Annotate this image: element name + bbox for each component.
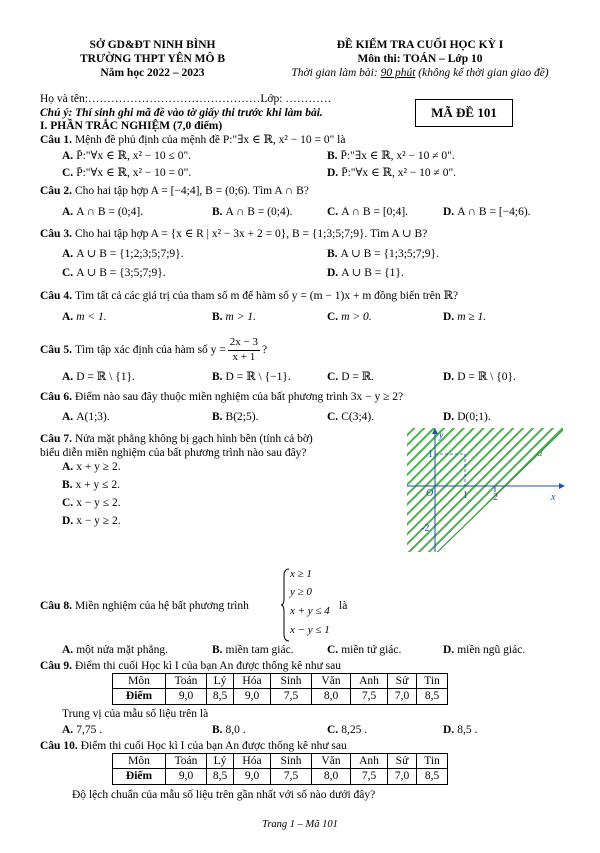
q5-option-a: A. D = ℝ \ {1}. [62,371,135,383]
exam-duration: Thời gian làm bài: 90 phút (không kể thời gian giao đề) [291,67,549,79]
q5-option-d: D. D = ℝ \ {0}. [443,371,516,383]
q4-option-c: C. m > 0. [327,311,372,323]
q8-option-a: A. một nửa mặt phẳng. [62,644,169,656]
table-cell: Hóa [234,674,271,689]
question-8: Câu 8. Miền nghiệm của hệ bất phương trình [40,600,249,612]
table-cell: Sinh [271,754,312,769]
score-table-q10 [112,753,448,785]
q5-option-b: B. D = ℝ \ {−1}. [212,371,291,383]
q8-option-b: B. miền tam giác. [212,644,294,656]
table-row-scores [113,689,448,704]
table-cell: 9,0 [166,689,207,704]
q3-option-d: D. A ∪ B = {1}. [327,267,404,279]
table-cell: 7,0 [388,769,417,784]
q5-fraction: $\frac{2x - 3}{x + 1}$ [229,336,259,363]
table-row-subjects [113,674,448,689]
q1-option-a: A. P̄:"∀x ∈ ℝ, x² − 10 ≤ 0". [62,150,192,162]
table-cell: 8,5 [417,689,448,704]
table-cell: 8,5 [207,769,234,784]
q4-option-a: A. m < 1. [62,311,107,323]
table-cell: Sử [388,754,417,769]
q1-option-d: D. P̄:"∀x ∈ ℝ, x² − 10 ≠ 0". [327,167,457,179]
table-cell: Sử [388,674,417,689]
table-cell: Toán [166,754,207,769]
q3-option-a: A. A ∪ B = {1;2;3;5;7;9}. [62,248,184,260]
table-cell: 8,0 [312,689,351,704]
table-cell: Tin [417,674,448,689]
tick-x-2: 2 [493,492,498,503]
exam-code-box: MÃ ĐỀ 101 [415,99,513,127]
line-d-label: d [537,447,543,459]
table-row-subjects [113,754,448,769]
system-row-3: x + y ≤ 4 [290,605,330,617]
table-cell: 9,0 [166,769,207,784]
question-9-sub: Trung vị của mẫu số liệu trên là [62,708,209,720]
q5-option-c: C. D = ℝ. [327,371,375,383]
table-cell: 7,5 [271,769,312,784]
q1-option-b: B. P̄:"∃x ∈ ℝ, x² − 10 ≠ 0". [327,150,455,162]
table-cell: 7,5 [271,689,312,704]
school-year: Năm học 2022 – 2023 [100,67,205,79]
q7-option-b: B. x + y ≤ 2. [62,479,120,491]
score-table-q9 [112,673,448,705]
q2-option-a: A. A ∩ B = (0;4]. [62,206,144,218]
table-cell: Môn [113,674,166,689]
table-cell: Hóa [234,754,271,769]
q9-option-d: D. 8,5 . [443,724,478,736]
table-cell: Điểm [113,689,166,704]
table-cell: Văn [312,674,351,689]
question-7: Câu 7. Nửa mặt phẳng không bị gạch hình bên (tính cả bờ) [40,433,313,445]
table-cell: 9,0 [234,769,271,784]
system-row-1: x ≥ 1 [290,568,312,580]
q9-option-a: A. 7,75 . [62,724,103,736]
q9-option-b: B. 8,0 . [212,724,246,736]
q6-option-c: C. C(3;4). [327,411,375,423]
tick-x-1: 1 [463,490,468,501]
table-row-scores [113,769,448,784]
q3-option-c: C. A ∪ B = {3;5;7;9}. [62,267,166,279]
table-cell: Toán [166,674,207,689]
q7-option-a: A. x + y ≥ 2. [62,461,121,473]
question-9: Câu 9. Điểm thi cuối Học kì I của bạn An được thống kê như sau [40,660,342,672]
q2-option-b: B. A ∩ B = (0;4). [212,206,293,218]
table-cell: 8,5 [207,689,234,704]
table-cell: 7,5 [351,689,388,704]
q6-option-d: D. D(0;1). [443,411,491,423]
tick-y-1: 1 [428,449,433,460]
table-cell: Môn [113,754,166,769]
question-10: Câu 10. Điểm thi cuối Học kì I của bạn An được thống kê như sau [40,740,347,752]
table-cell: 8,5 [417,769,448,784]
department-name: SỞ GD&ĐT NINH BÌNH [89,39,216,51]
section-title: I. PHẦN TRẮC NGHIỆM (7,0 điểm) [40,120,223,132]
table-cell: Điểm [113,769,166,784]
q2-option-d: D. A ∩ B = [−4;6). [443,206,531,218]
table-cell: Văn [312,754,351,769]
table-cell: Anh [351,674,388,689]
x-axis-label: x [551,492,556,503]
q3-option-b: B. A ∪ B = {1;3;5;7;9}. [327,248,439,260]
table-cell: 9,0 [234,689,271,704]
half-plane-graph [405,426,565,554]
table-cell: Lý [207,754,234,769]
table-cell: 8,0 [312,769,351,784]
q7-option-d: D. x − y ≥ 2. [62,515,121,527]
instruction-note: Chú ý: Thí sinh ghi mã đề vào tờ giấy thi trước khi làm bài. [40,107,323,119]
q6-option-b: B. B(2;5). [212,411,259,423]
q6-option-a: A. A(1;3). [62,411,110,423]
exam-title: ĐỀ KIỂM TRA CUỐI HỌC KỲ I [336,39,504,51]
table-cell: Tin [417,754,448,769]
question-4: Câu 4. Tìm tất cả các giá trị của tham số m để hàm số y = (m − 1)x + m đồng biến trên ℝ? [40,290,459,302]
system-row-2: y ≥ 0 [290,586,312,598]
system-row-4: x − y ≤ 1 [290,624,330,636]
page-footer: Trang 1 – Mã 101 [262,819,338,830]
q8-option-d: D. miền ngũ giác. [443,644,526,656]
table-cell: Sinh [271,674,312,689]
question-3: Câu 3. Cho hai tập hợp A = {x ∈ R | x² − 3x + 2 = 0}, B = {1;3;5;7;9}. Tìm A ∪ B? [40,228,428,240]
tick-y-minus-2: -2 [421,523,430,534]
question-8-after: là [339,600,348,612]
table-cell: Lý [207,674,234,689]
q4-option-d: D. m ≥ 1. [443,311,487,323]
question-2: Câu 2. Cho hai tập hợp A = [−4;4], B = (0;6). Tìm A ∩ B? [40,185,309,197]
q1-option-c: C. P̄:"∀x ∈ ℝ, x² − 10 = 0". [62,167,192,179]
q4-option-b: B. m > 1. [212,311,256,323]
question-5: Câu 5. Tìm tập xác định của hàm số y = $\frac{2x - 3}{x + 1}$ ? [40,336,268,363]
table-cell: 7,0 [388,689,417,704]
question-6: Câu 6. Điểm nào sau đây thuộc miền nghiệm của bất phương trình 3x − y ≥ 2? [40,391,404,403]
table-cell: 7,5 [351,769,388,784]
question-1: Câu 1. Mệnh đề phủ định của mệnh đề P:"∃x ∈ ℝ, x² − 10 = 0" là [40,134,346,146]
origin-label: O [426,488,434,499]
q9-option-c: C. 8,25 . [327,724,368,736]
school-name: TRƯỜNG THPT YÊN MÔ B [79,53,226,65]
q2-option-c: C. A ∩ B = [0;4]. [327,206,409,218]
student-info-line: Họ và tên:………………………………………Lớp: ………… [40,93,332,105]
y-axis-label: y [439,430,444,441]
q8-option-c: C. miền tứ giác. [327,644,402,656]
question-7-line2: biểu diễn miền nghiệm của bất phương trình nào sau đây? [40,447,307,459]
question-10-sub: Độ lệch chuẩn của mẫu số liệu trên gần nhất với số nào dưới đây? [72,789,376,801]
table-cell: Anh [351,754,388,769]
q7-option-c: C. x − y ≤ 2. [62,497,121,509]
exam-subject: Môn thi: TOÁN – Lớp 10 [357,53,483,65]
